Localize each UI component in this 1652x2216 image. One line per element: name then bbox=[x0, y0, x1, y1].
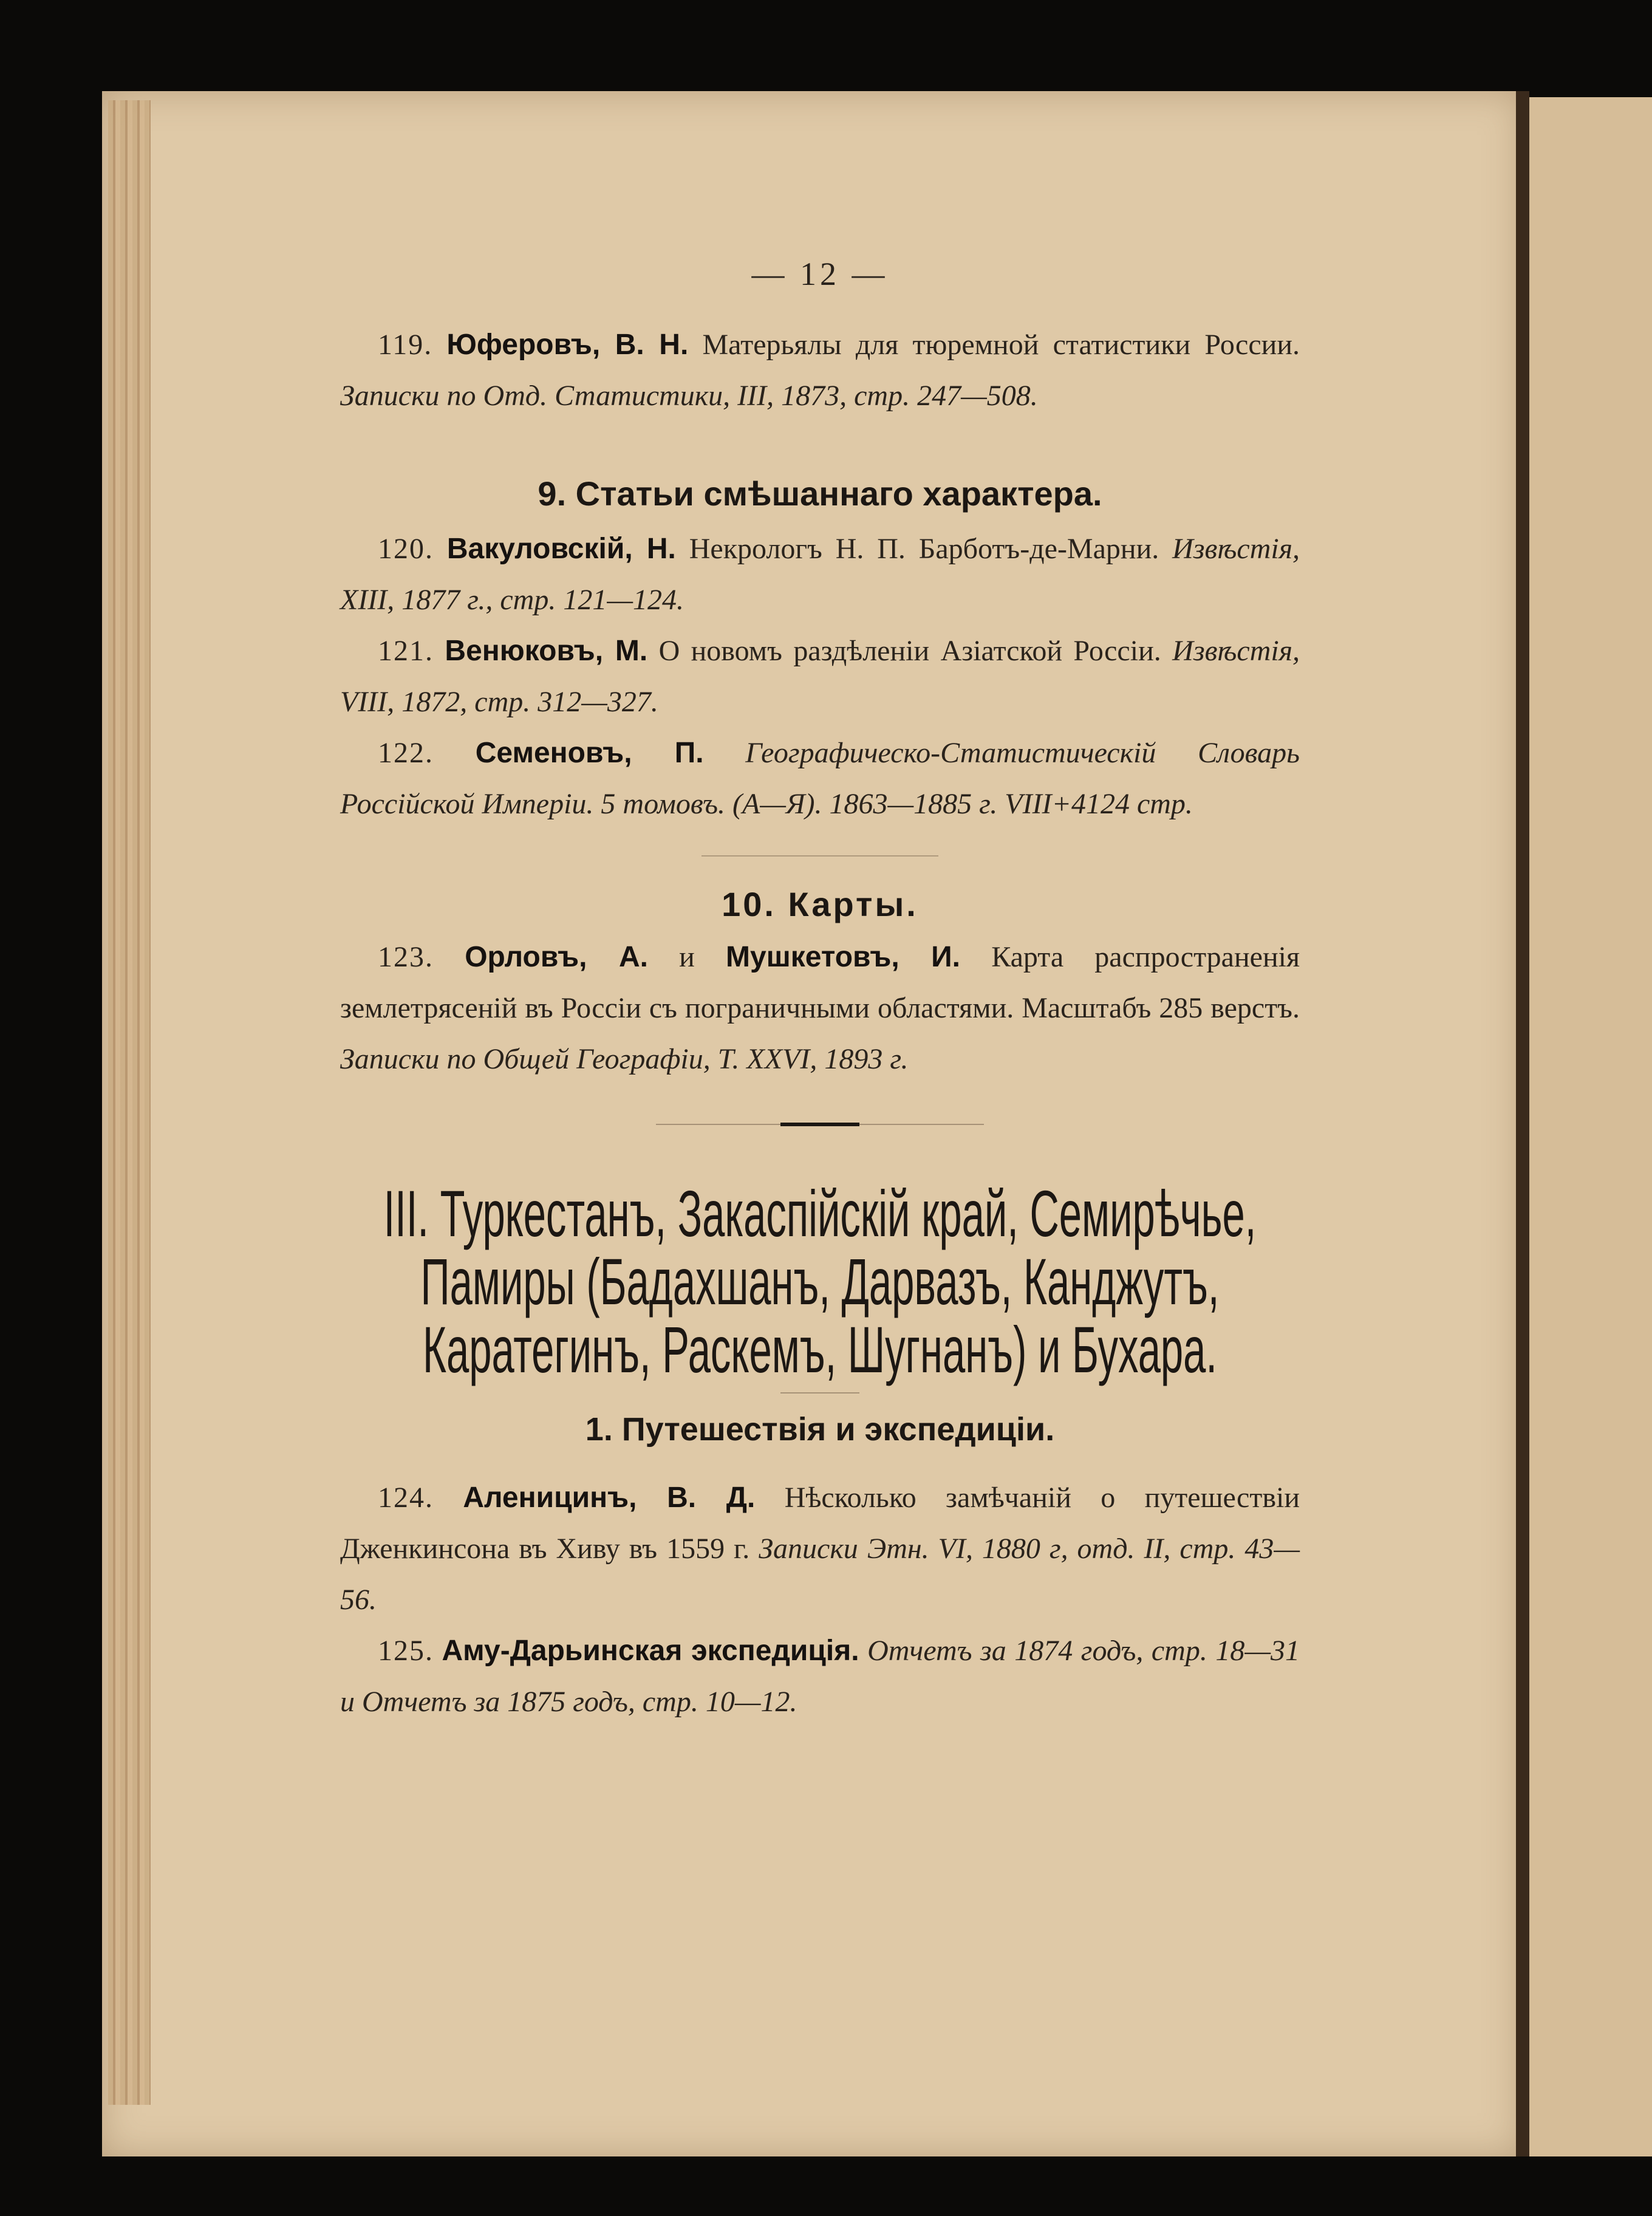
entry-number: 119. bbox=[378, 329, 433, 361]
entry-title: О новомъ раздѣленіи Азіатской Россіи. bbox=[658, 635, 1161, 667]
entry-125 bbox=[340, 1626, 1300, 1728]
entry-source: Отчетъ за 1874 годъ, стр. 18—31 и Отчетъ за 1875 годъ, стр. 10—12. bbox=[340, 1635, 1300, 1718]
book-gutter bbox=[1516, 91, 1529, 2156]
entry-number: 124. bbox=[378, 1482, 434, 1514]
entry-123 bbox=[340, 932, 1300, 1085]
entry-124 bbox=[340, 1472, 1300, 1626]
entry-author: Венюковъ, М. bbox=[445, 635, 648, 667]
entry-author: Юферовъ, В. Н. bbox=[446, 329, 689, 361]
entry-source: Географическо-Статистическій Словарь Россійской Имперіи. 5 томовъ. (А—Я). 1863—1885 г. VIII+4124 стр. bbox=[340, 737, 1300, 820]
entry-number: 125. bbox=[378, 1635, 434, 1667]
entry-author: Аленицинъ, В. Д. bbox=[463, 1482, 756, 1514]
section-divider bbox=[701, 855, 938, 857]
entry-title: Карта распространенія землетрясеній въ Россіи съ пограничными областями. Масштабъ 285 верстъ. bbox=[340, 941, 1300, 1024]
part-divider bbox=[340, 1113, 1300, 1137]
entry-author: Семеновъ, П. bbox=[475, 737, 704, 769]
entry-source: Извѣстія, VIII, 1872, стр. 312—327. bbox=[340, 635, 1300, 718]
page-edges bbox=[108, 100, 151, 2105]
entry-119 bbox=[340, 320, 1300, 422]
entry-number: 120. bbox=[378, 533, 434, 565]
entry-122 bbox=[340, 728, 1300, 830]
entry-title: Некрологъ Н. П. Барботъ-де-Марни. bbox=[689, 533, 1159, 565]
entry-source: Записки по Общей Географіи, Т. XXVI, 1893 г. bbox=[340, 1043, 909, 1075]
entry-number: 122. bbox=[378, 737, 434, 769]
page-content bbox=[340, 255, 1300, 1728]
entry-author: Орловъ, А. bbox=[465, 941, 648, 973]
adjacent-page bbox=[1526, 97, 1652, 2156]
entry-author: Аму-Дарьинская экспедиція. bbox=[442, 1635, 859, 1667]
entry-120 bbox=[340, 524, 1300, 626]
entry-title: Матерьялы для тюремной статистики России. bbox=[702, 329, 1300, 361]
section-divider bbox=[780, 1392, 859, 1394]
part-heading-3: III. Туркестанъ, Закаспійскій край, Семирѣчье, Памиры (Бадахшанъ, Дарвазъ, Канджутъ, Каратегинъ, Раскемъ, Шугнанъ) и Бухара. bbox=[383, 1177, 1257, 1386]
entry-121 bbox=[340, 626, 1300, 728]
section-heading-9: 9. Статьи смѣшаннаго характера. bbox=[538, 474, 1102, 513]
entry-source: Записки Этн. VI, 1880 г, отд. II, стр. 43—56. bbox=[340, 1533, 1300, 1616]
divider-thick-line bbox=[780, 1123, 859, 1126]
entry-source: Извѣстія, XIII, 1877 г., стр. 121—124. bbox=[340, 533, 1300, 616]
page-number: — 12 — bbox=[751, 256, 889, 292]
entry-author-2: Мушкетовъ, И. bbox=[726, 941, 961, 973]
entry-conjunction: и bbox=[679, 941, 695, 973]
entry-title: Нѣсколько замѣчаній о путешествіи Дженкинсона въ Хиву въ 1559 г. bbox=[340, 1482, 1300, 1565]
entry-number: 121. bbox=[378, 635, 434, 667]
entry-number: 123. bbox=[378, 941, 434, 973]
entry-source: Записки по Отд. Статистики, III, 1873, стр. 247—508. bbox=[340, 380, 1038, 412]
section-heading-1: 1. Путешествія и экспедиціи. bbox=[585, 1411, 1055, 1448]
section-heading-10: 10. Карты. bbox=[722, 885, 918, 923]
entry-author: Вакуловскій, Н. bbox=[446, 533, 676, 565]
